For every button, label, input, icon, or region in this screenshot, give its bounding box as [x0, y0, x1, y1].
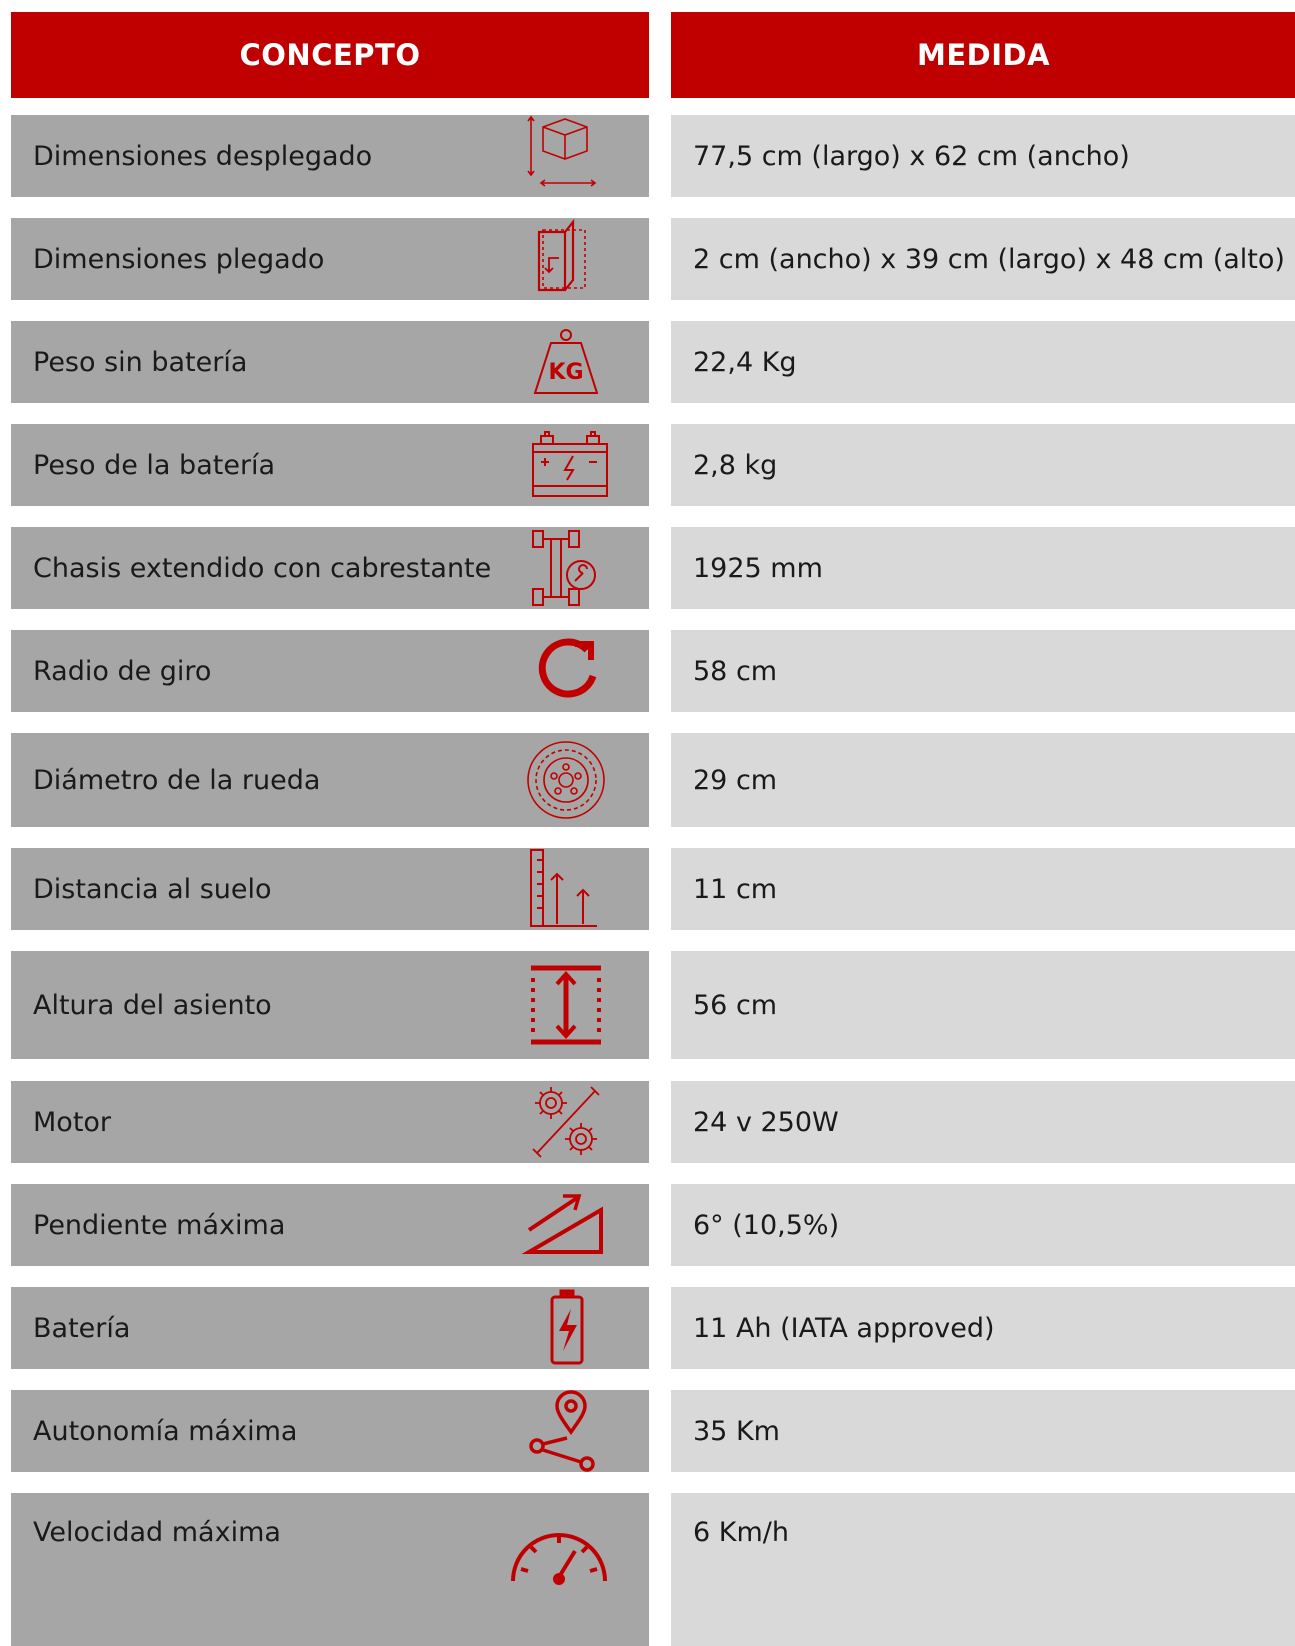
concept-cell — [11, 630, 649, 712]
weight-icon — [523, 319, 609, 405]
concept-label: Altura del asiento — [33, 989, 272, 1021]
table-row — [0, 527, 1295, 609]
measure-cell — [671, 218, 1295, 300]
unfolded-dimensions-icon — [523, 113, 609, 199]
concept-cell — [11, 733, 649, 827]
concept-label: Dimensiones desplegado — [33, 140, 373, 172]
concept-label: Velocidad máxima — [33, 1517, 281, 1548]
measure-value: 11 cm — [693, 873, 778, 905]
concept-label: Chasis extendido con cabrestante — [33, 552, 492, 584]
table-row — [0, 630, 1295, 712]
table-row — [0, 1184, 1295, 1266]
concept-cell — [11, 218, 649, 300]
measure-cell — [671, 733, 1295, 827]
table-row — [0, 115, 1295, 197]
concept-cell — [11, 115, 649, 197]
concept-label: Batería — [33, 1312, 131, 1344]
measure-cell — [671, 321, 1295, 403]
concept-label: Pendiente máxima — [33, 1209, 286, 1241]
table-row — [0, 1081, 1295, 1163]
table-row — [0, 321, 1295, 403]
folded-dimensions-icon — [523, 216, 609, 302]
concept-label: Dimensiones plegado — [33, 243, 325, 275]
gears-wrench-icon — [523, 1079, 609, 1165]
concept-label: Distancia al suelo — [33, 873, 272, 905]
car-battery-icon — [523, 422, 609, 508]
measure-cell — [671, 951, 1295, 1059]
measure-value: 1925 mm — [693, 552, 823, 584]
table-row — [0, 424, 1295, 506]
measure-cell — [671, 1184, 1295, 1266]
concept-label: Peso sin batería — [33, 346, 248, 378]
measure-cell — [671, 1081, 1295, 1163]
measure-cell — [671, 115, 1295, 197]
table-row — [0, 1493, 1295, 1646]
rotate-icon — [523, 628, 609, 714]
concept-label: Autonomía máxima — [33, 1415, 298, 1447]
slope-icon — [523, 1182, 609, 1268]
concept-label: Diámetro de la rueda — [33, 764, 321, 796]
concept-cell — [11, 1081, 649, 1163]
concept-cell — [11, 527, 649, 609]
measure-value: 24 v 250W — [693, 1106, 839, 1138]
table-row — [0, 848, 1295, 930]
table-row — [0, 733, 1295, 827]
concept-label: Motor — [33, 1106, 112, 1138]
wheel-icon — [523, 737, 609, 823]
concept-cell — [11, 951, 649, 1059]
measure-cell — [671, 1390, 1295, 1472]
concept-cell — [11, 1287, 649, 1369]
ground-clearance-icon — [523, 846, 609, 932]
measure-cell — [671, 1493, 1295, 1646]
measure-value: 11 Ah (IATA approved) — [693, 1312, 995, 1344]
measure-value: 22,4 Kg — [693, 346, 797, 378]
table-row — [0, 951, 1295, 1059]
battery-icon — [523, 1285, 609, 1371]
table-row — [0, 1390, 1295, 1472]
concept-cell — [11, 1184, 649, 1266]
concept-cell — [11, 424, 649, 506]
weight-icon-text: KG — [548, 360, 584, 385]
table-row — [0, 1287, 1295, 1369]
concept-cell — [11, 321, 649, 403]
measure-value: 2 cm (ancho) x 39 cm (largo) x 48 cm (alto) — [693, 243, 1285, 275]
concept-cell — [11, 848, 649, 930]
measure-value: 6 Km/h — [693, 1517, 789, 1548]
chassis-wrench-icon — [523, 525, 609, 611]
concept-cell — [11, 1390, 649, 1472]
measure-value: 77,5 cm (largo) x 62 cm (ancho) — [693, 140, 1130, 172]
measure-value: 56 cm — [693, 989, 778, 1021]
measure-value: 58 cm — [693, 655, 778, 687]
height-icon — [523, 962, 609, 1048]
measure-cell — [671, 630, 1295, 712]
measure-value: 29 cm — [693, 764, 778, 796]
table-row — [0, 218, 1295, 300]
measure-cell — [671, 1287, 1295, 1369]
header-concept: CONCEPTO — [11, 12, 649, 98]
measure-cell — [671, 424, 1295, 506]
header-measure: MEDIDA — [671, 12, 1295, 98]
route-pin-icon — [523, 1388, 609, 1474]
concept-label: Peso de la batería — [33, 449, 276, 481]
concept-cell — [11, 1493, 649, 1646]
measure-value: 2,8 kg — [693, 449, 778, 481]
measure-value: 35 Km — [693, 1415, 780, 1447]
measure-cell — [671, 527, 1295, 609]
concept-label: Radio de giro — [33, 655, 212, 687]
measure-cell — [671, 848, 1295, 930]
speedometer-icon — [509, 1521, 609, 1621]
measure-value: 6° (10,5%) — [693, 1209, 840, 1241]
